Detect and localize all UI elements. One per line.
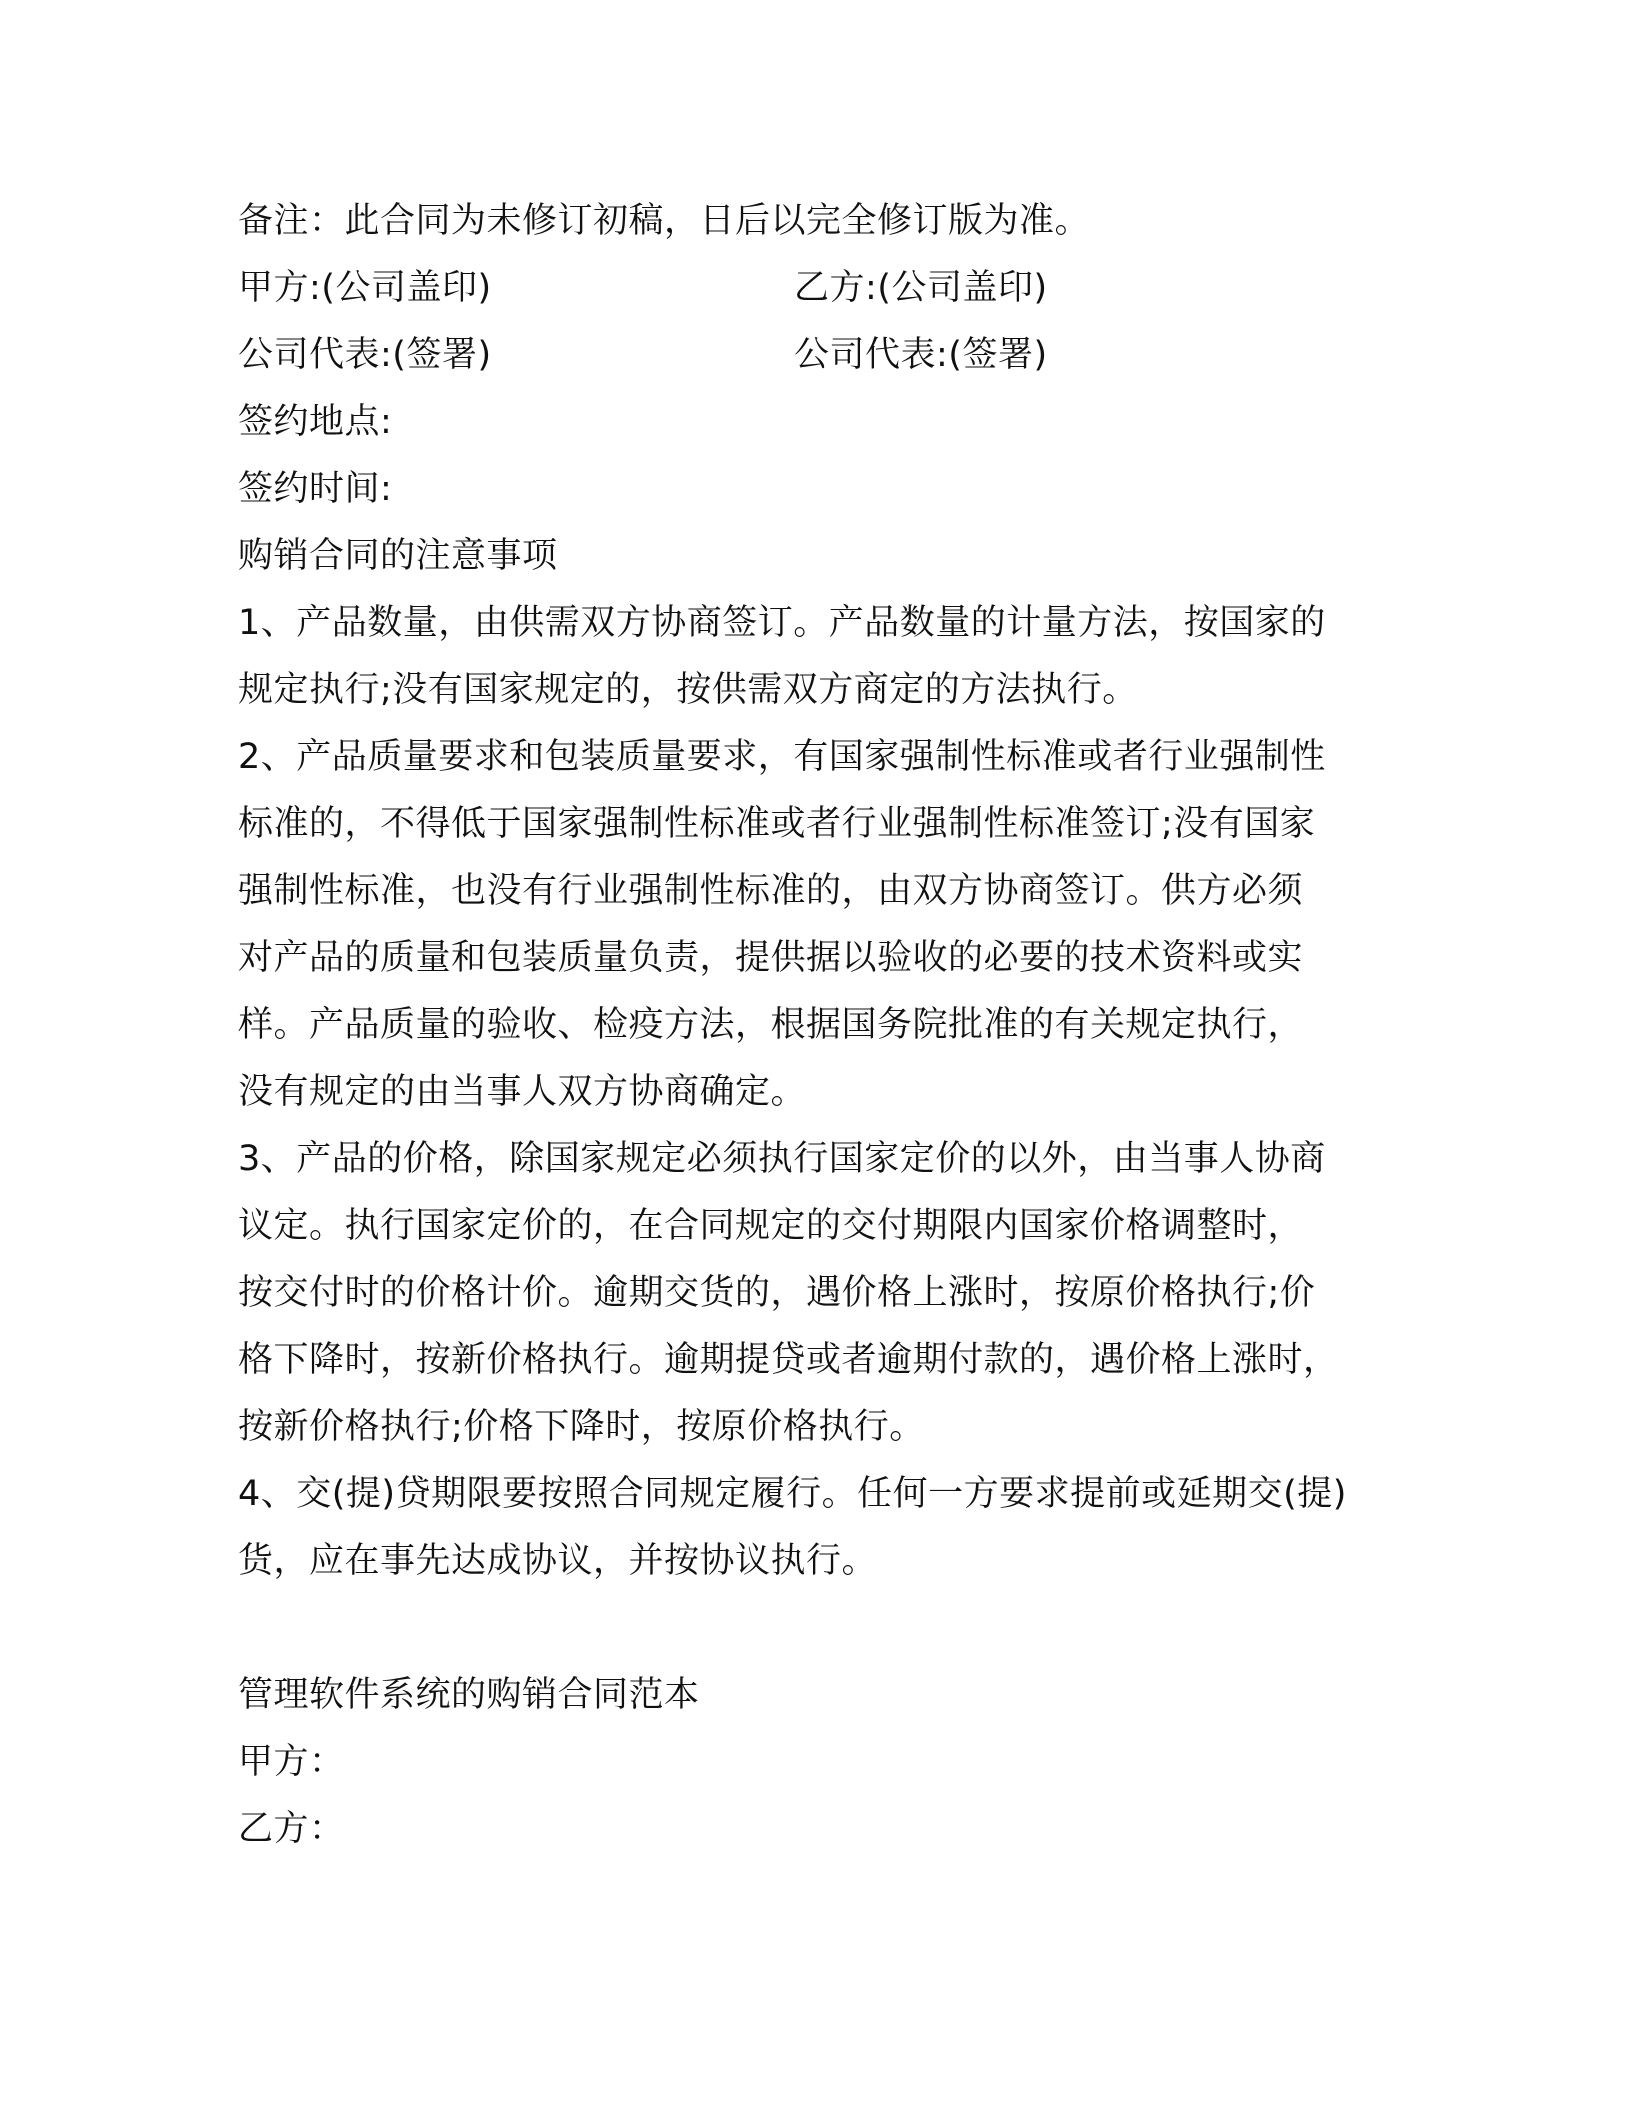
party-b-seal: 乙方:(公司盖印): [794, 268, 1048, 308]
paragraph-line: 货，应在事先达成协议，并按协议执行。: [238, 1541, 878, 1581]
party-a-representative: 公司代表:(签署): [238, 335, 492, 375]
section-spacer: [238, 1595, 1418, 1662]
notes-item-3: [238, 1126, 1418, 1461]
paragraph-line: 按新价格执行;价格下降时，按原价格执行。: [238, 1407, 925, 1447]
notes-item-2: [238, 724, 1418, 1126]
signing-place: 签约地点:: [238, 402, 393, 442]
paragraph-line: 2、产品质量要求和包装质量要求，有国家强制性标准或者行业强制性: [238, 737, 1326, 777]
paragraph-line: 格下降时，按新价格执行。逾期提贷或者逾期付款的，遇价格上涨时，: [238, 1340, 1339, 1380]
paragraph-line: 对产品的质量和包装质量负责，提供据以验收的必要的技术资料或实: [238, 938, 1304, 978]
paragraph-line: 1、产品数量，由供需双方协商签订。产品数量的计量方法，按国家的: [238, 603, 1326, 643]
paragraph-line: 样。产品质量的验收、检疫方法，根据国务院批准的有关规定执行，: [238, 1005, 1304, 1045]
contract-note: 备注：此合同为未修订初稿，日后以完全修订版为准。: [238, 201, 1091, 241]
paragraph-line: 议定。执行国家定价的，在合同规定的交付期限内国家价格调整时，: [238, 1206, 1304, 1246]
party-a-seal: 甲方:(公司盖印): [238, 268, 492, 308]
notes-item-1: [238, 590, 1418, 724]
notes-heading: 购销合同的注意事项: [238, 536, 558, 576]
paragraph-line: 规定执行;没有国家规定的，按供需双方商定的方法执行。: [238, 670, 1138, 710]
paragraph-line: 3、产品的价格，除国家规定必须执行国家定价的以外，由当事人协商: [238, 1139, 1326, 1179]
notes-item-4: [238, 1461, 1418, 1595]
paragraph-line: 强制性标准，也没有行业强制性标准的，由双方协商签订。供方必须: [238, 871, 1304, 911]
paragraph-line: 标准的，不得低于国家强制性标准或者行业强制性标准签订;没有国家: [238, 804, 1316, 844]
signing-time: 签约时间:: [238, 469, 393, 509]
paragraph-line: 没有规定的由当事人双方协商确定。: [238, 1072, 807, 1112]
paragraph-line: 4、交(提)贷期限要按照合同规定履行。任何一方要求提前或延期交(提): [238, 1474, 1347, 1514]
document-body: [238, 188, 1418, 1863]
party-b-representative: 公司代表:(签署): [794, 335, 1048, 375]
template-title: 管理软件系统的购销合同范本: [238, 1675, 700, 1715]
template-party-b: 乙方：: [238, 1809, 345, 1849]
paragraph-line: 按交付时的价格计价。逾期交货的，遇价格上涨时，按原价格执行;价: [238, 1273, 1316, 1313]
template-party-a: 甲方：: [238, 1742, 345, 1782]
seal-row: [238, 255, 1418, 322]
representative-row: [238, 322, 1418, 389]
